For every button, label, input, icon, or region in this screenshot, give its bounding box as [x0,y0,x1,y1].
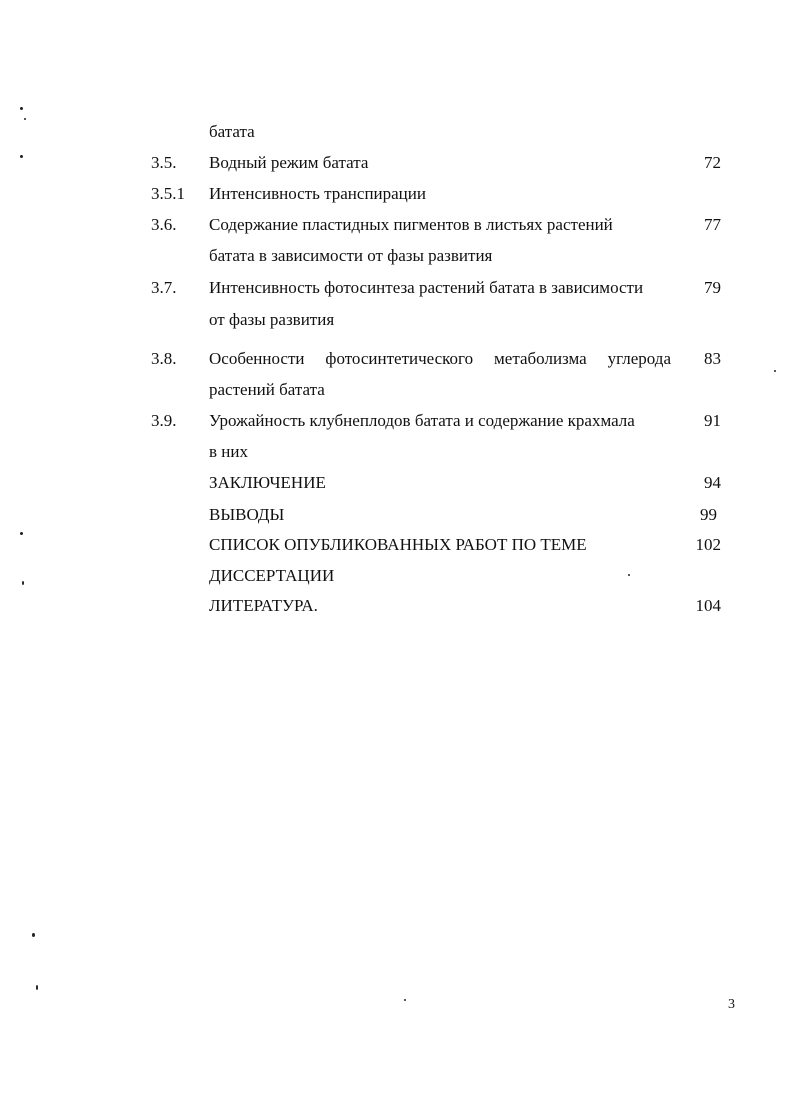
scan-speck [774,370,776,372]
toc-continuation: батата [209,122,255,141]
toc-number: 3.9. [151,411,177,430]
toc-title-line: Урожайность клубнеплодов батата и содержание крахмала [209,411,635,430]
scan-speck [20,155,23,158]
toc-title-line: Особенности фотосинтетического метаболизма углерода [209,349,671,368]
toc-page-number: 72 [704,153,721,172]
scan-speck [404,999,406,1001]
toc-page-number: 94 [704,473,721,492]
toc-page-number: 102 [695,535,721,554]
toc-page-number: 79 [704,278,721,297]
toc-title-line: ДИССЕРТАЦИИ [209,566,335,585]
toc-title-line: в них [209,442,248,461]
scan-speck [32,933,35,937]
toc-page-number: 99 [700,505,717,524]
scan-speck [36,985,38,990]
toc-page-number: 91 [704,411,721,430]
toc-number: 3.8. [151,349,177,368]
toc-page-number: 104 [695,596,721,615]
scan-speck [628,574,630,576]
scan-speck [22,581,24,585]
toc-title: Интенсивность транспирации [209,184,426,203]
toc-title-line: Интенсивность фотосинтеза растений батата в зависимости [209,278,644,297]
toc-number: 3.5.1 [151,184,185,203]
toc-title: ВЫВОДЫ [209,505,285,524]
toc-page-number: 77 [704,215,721,234]
toc-title-line: Содержание пластидных пигментов в листьях растений [209,215,613,234]
toc-number: 3.7. [151,278,177,297]
toc-title-line: батата в зависимости от фазы развития [209,246,493,265]
toc-title: ЗАКЛЮЧЕНИЕ [209,473,326,492]
toc-number: 3.6. [151,215,177,234]
scan-speck [20,107,23,110]
toc-title-line: растений батата [209,380,325,399]
toc-number: 3.5. [151,153,177,172]
page-number: 3 [728,997,735,1012]
toc-title: ЛИТЕРАТУРА. [209,596,318,615]
scan-speck [20,532,23,535]
toc-title-line: СПИСОК ОПУБЛИКОВАННЫХ РАБОТ ПО ТЕМЕ [209,535,587,554]
toc-page-number: 83 [704,349,721,368]
toc-title: Водный режим батата [209,153,369,172]
scan-speck [24,118,26,120]
toc-title-line: от фазы развития [209,310,335,329]
